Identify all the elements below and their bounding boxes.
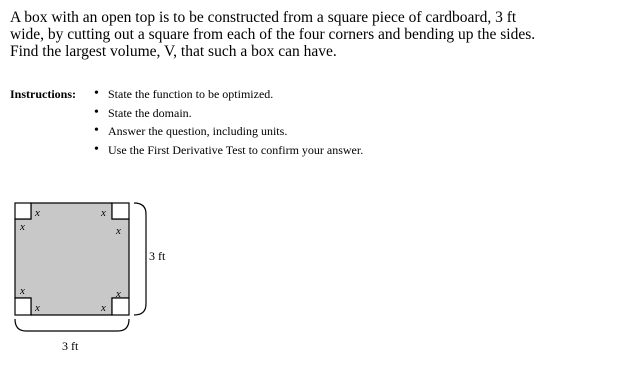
bullet-icon: • xyxy=(94,86,99,101)
corner-square-bottom-right xyxy=(112,298,129,315)
problem-line-3: Find the largest volume, V, that such a box can have. xyxy=(10,43,337,60)
bullet-icon: • xyxy=(94,123,99,138)
corner-square-bottom-left xyxy=(15,298,31,315)
right-dimension-brace xyxy=(134,203,146,315)
x-label-bottom-left-h: x xyxy=(35,302,40,314)
bottom-dimension-brace xyxy=(15,319,129,331)
x-label-bottom-right-v: x xyxy=(116,288,121,300)
instruction-text: State the function to be optimized. xyxy=(108,87,274,101)
instruction-text: Answer the question, including units. xyxy=(108,124,288,138)
x-label-top-right-v: x xyxy=(116,225,121,237)
problem-line-1: A box with an open top is to be constructed from a square piece of cardboard, 3 ft xyxy=(10,9,517,26)
instruction-text: Use the First Derivative Test to confirm your answer. xyxy=(108,142,364,157)
bottom-dimension-label: 3 ft xyxy=(62,339,79,353)
x-label-top-right-h: x xyxy=(101,207,106,219)
bullet-icon: • xyxy=(94,104,99,120)
x-label-bottom-right-h: x xyxy=(101,302,106,314)
right-dimension-label: 3 ft xyxy=(149,249,166,263)
problem-line-2: wide, by cutting out a square from each of the four corners and bending up the sides. xyxy=(10,26,536,43)
instruction-text: State the domain. xyxy=(108,105,192,120)
corner-square-top-left xyxy=(15,203,31,219)
x-label-top-left-v: x xyxy=(20,221,25,233)
x-label-bottom-left-v: x xyxy=(20,285,25,297)
bullet-icon: • xyxy=(94,141,99,157)
instructions-label: Instructions: xyxy=(10,87,77,101)
corner-square-top-right xyxy=(112,203,129,219)
x-label-top-left-h: x xyxy=(35,207,40,219)
